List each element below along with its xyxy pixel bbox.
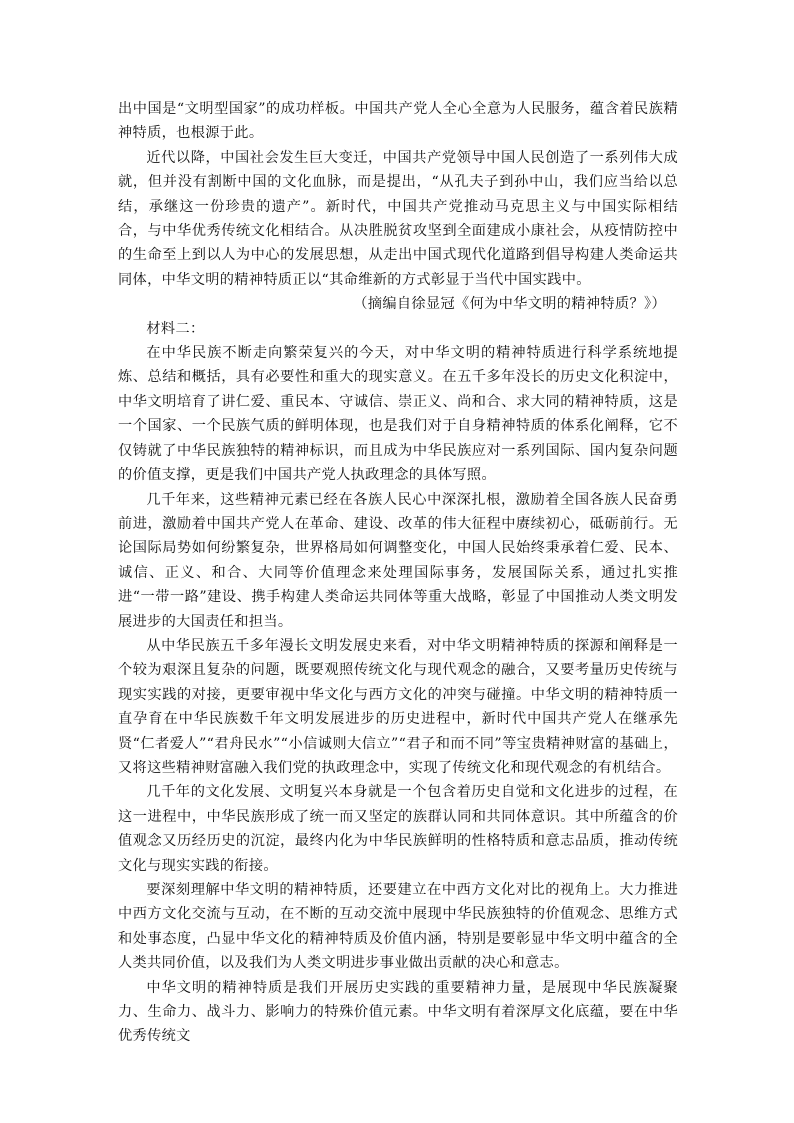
paragraph: 近代以降，中国社会发生巨大变迁，中国共产党领导中国人民创造了一系列伟大成就，但并没有割断中国的文化血脉，而是提出，“从孔夫子到孙中山，我们应当给以总结，承继这一份珍贵的遗产”。新时代，中国共产党推动马克思主义与中国实际相结合，与中华优秀传统文化相结合。从决胜脱贫攻坚到全面建成小康社会，从疫情防控中的生命至上到以人为中心的发展思想，从走出中国式现代化道路到倡导构建人类命运共同体，中华文明的精神特质正以“其命维新的方式彰显于当代中国实践中。 bbox=[118, 149, 678, 288]
document-body bbox=[118, 97, 678, 1049]
paragraph: 在中华民族不断走向繁荣复兴的今天，对中华文明的精神特质进行科学系统地提炼、总结和概括，具有必要性和重大的现实意义。在五千多年没长的历史文化积淀中，中华文明培育了讲仁爱、重民本、守诚信、崇正义、尚和合、求大同的精神特质，这是一个国家、一个民族气质的鲜明体现，也是我们对于自身精神特质的体系化阐释，它不仅铸就了中华民族独特的精神标识，而且成为中华民族应对一系列国际、国内复杂问题的价值支撑，更是我们中国共产党人执政理念的具体写照。 bbox=[118, 345, 678, 484]
paragraph: 几千年来，这些精神元素已经在各族人民心中深深扎根，激励着全国各族人民奋勇前进，激励着中国共产党人在革命、建设、改革的伟大征程中赓续初心，砥砺前行。无论国际局势如何纷繁复杂，世界格局如何调整变化，中国人民始终秉承着仁爱、民本、诚信、正义、和合、大同等价值理念来处理国际事务，发展国际关系，通过扎实推进“一带一路”建设、携手构建人类命运共同体等重大战略，彰显了中国推动人类文明发展进步的大国责任和担当。 bbox=[118, 491, 678, 630]
paragraph: 中华文明的精神特质是我们开展历史实践的重要精神力量，是展现中华民族凝聚力、生命力、战斗力、影响力的特殊价值元素。中华文明有着深厚文化底蕴，要在中华优秀传统文 bbox=[118, 979, 678, 1045]
material-label: 材料二： bbox=[146, 320, 205, 337]
paragraph-continued: 出中国是“文明型国家”的成功样板。中国共产党人全心全意为人民服务，蕴含着民族精神特质，也根源于此。 bbox=[118, 101, 678, 142]
paragraph: 从中华民族五千多年漫长文明发展史来看，对中华文明精神特质的探源和阐释是一个较为艰深且复杂的问题，既要观照传统文化与现代观念的融合，又要考量历史传统与现实实践的对接，更要审视中华文化与西方文化的冲突与碰撞。中华文明的精神特质一直孕育在中华民族数千年文明发展进步的历史进程中，新时代中国共产党人在继承先贤“仁者爱人”“君舟民水”“小信诚则大信立”“君子和而不同”等宝贵精神财富的基础上，又将这些精神财富融入我们党的执政理念中，实现了传统文化和现代观念的有机结合。 bbox=[118, 637, 678, 776]
paragraph: 几千年的文化发展、文明复兴本身就是一个包含着历史自觉和文化进步的过程，在这一进程中，中华民族形成了统一而又坚定的族群认同和共同体意识。其中所蕴含的价值观念又历经历史的沉淀，最终内化为中华民族鲜明的性格特质和意志品质，推动传统文化与现实实践的衔接。 bbox=[118, 784, 678, 874]
source-citation: （摘编自徐显冠《何为中华文明的精神特质？》） bbox=[353, 296, 666, 313]
paragraph: 要深刻理解中华文明的精神特质，还要建立在中西方文化对比的视角上。大力推进中西方文化交流与互动，在不断的互动交流中展现中华民族独特的价值观念、思维方式和处事态度，凸显中华文化的精神特质及价值内涵，特别是要彰显中华文明中蕴含的全人类共同价值，以及我们为人类文明进步事业做出贡献的决心和意志。 bbox=[118, 882, 678, 972]
